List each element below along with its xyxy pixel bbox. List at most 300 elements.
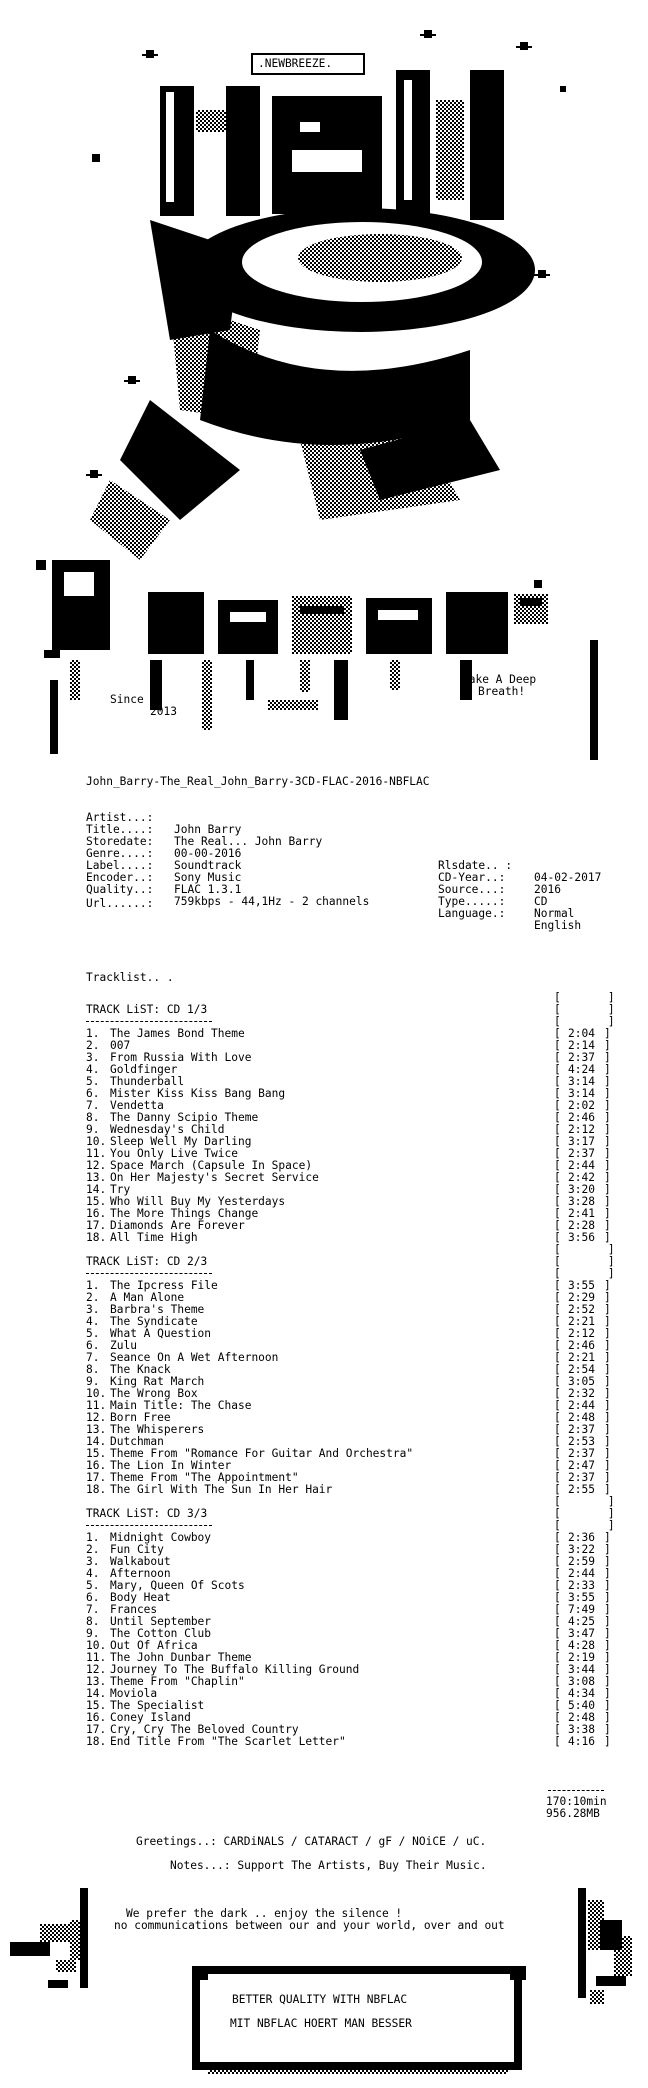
bracket-open: [ — [554, 1135, 561, 1148]
info-key: Storedate: — [86, 835, 154, 848]
info-value: The Real... John Barry — [174, 835, 323, 848]
bracket-decor: [ ] — [554, 1495, 615, 1508]
bracket-open: [ — [554, 1087, 561, 1100]
brand-tag: .NEWBREEZE. — [258, 57, 333, 70]
bracket-close: ] — [604, 1027, 611, 1040]
track-title: Until September — [110, 1615, 212, 1628]
track-title: Body Heat — [110, 1591, 171, 1604]
track-title: The John Dunbar Theme — [110, 1651, 252, 1664]
bracket-close: ] — [604, 1219, 611, 1232]
bracket-close: ] — [604, 1075, 611, 1088]
bracket-decor: [ ] — [554, 1267, 615, 1280]
bracket-close: ] — [604, 1315, 611, 1328]
bracket-close: ] — [604, 1363, 611, 1376]
track-number: 6. — [86, 1087, 107, 1100]
track-number: 16. — [86, 1459, 107, 1472]
track-title: The James Bond Theme — [110, 1027, 245, 1040]
track-number: 18. — [86, 1735, 107, 1748]
track-duration: 2:37 — [568, 1423, 595, 1436]
info-key: Label....: — [86, 859, 154, 872]
track-title: The Cotton Club — [110, 1627, 212, 1640]
track-number: 4. — [86, 1567, 107, 1580]
track-number: 9. — [86, 1375, 107, 1388]
track-duration: 7:49 — [568, 1603, 595, 1616]
track-duration: 3:55 — [568, 1591, 595, 1604]
bracket-close: ] — [604, 1423, 611, 1436]
track-number: 13. — [86, 1423, 107, 1436]
track-number: 3. — [86, 1555, 107, 1568]
bracket-open: [ — [554, 1555, 561, 1568]
info-key: Artist...: — [86, 811, 154, 824]
bracket-close: ] — [604, 1567, 611, 1580]
bracket-open: [ — [554, 1531, 561, 1544]
track-row — [0, 1484, 648, 1496]
track-duration: 3:22 — [568, 1543, 595, 1556]
bracket-close: ] — [604, 1111, 611, 1124]
track-duration: 2:37 — [568, 1051, 595, 1064]
dark-line-1: We prefer the dark .. enjoy the silence ! — [126, 1907, 403, 1920]
track-number: 2. — [86, 1291, 107, 1304]
track-title: Vendetta — [110, 1099, 164, 1112]
bracket-close: ] — [604, 1303, 611, 1316]
release-name: John_Barry-The_Real_John_Barry-3CD-FLAC-2016-NBFLAC — [86, 775, 430, 788]
bracket-open: [ — [554, 1315, 561, 1328]
bracket-close: ] — [604, 1123, 611, 1136]
track-duration: 3:14 — [568, 1075, 595, 1088]
bracket-close: ] — [604, 1159, 611, 1172]
info-key: Title....: — [86, 823, 154, 836]
bracket-close: ] — [604, 1447, 611, 1460]
bracket-open: [ — [554, 1399, 561, 1412]
bracket-close: ] — [604, 1531, 611, 1544]
track-title: The More Things Change — [110, 1207, 259, 1220]
track-duration: 3:28 — [568, 1195, 595, 1208]
track-number: 12. — [86, 1663, 107, 1676]
bracket-open: [ — [554, 1231, 561, 1244]
bracket-open: [ — [554, 1615, 561, 1628]
track-number: 15. — [86, 1195, 107, 1208]
track-title: Diamonds Are Forever — [110, 1219, 245, 1232]
bracket-open: [ — [554, 1123, 561, 1136]
track-duration: 3:17 — [568, 1135, 595, 1148]
track-number: 17. — [86, 1471, 107, 1484]
track-number: 17. — [86, 1219, 107, 1232]
bracket-close: ] — [604, 1483, 611, 1496]
track-title: Mister Kiss Kiss Bang Bang — [110, 1087, 286, 1100]
track-row — [0, 1736, 648, 1748]
bracket-close: ] — [604, 1087, 611, 1100]
bracket-open: [ — [554, 1063, 561, 1076]
bracket-decor: [ ] — [554, 1243, 615, 1256]
bracket-open: [ — [554, 1039, 561, 1052]
track-duration: 2:37 — [568, 1471, 595, 1484]
notes-line: Notes...: Support The Artists, Buy Their Music. — [170, 1859, 487, 1872]
track-title: You Only Live Twice — [110, 1147, 238, 1160]
header-artwork — [0, 0, 648, 760]
track-title: The Knack — [110, 1363, 171, 1376]
track-number: 5. — [86, 1579, 107, 1592]
track-number: 6. — [86, 1591, 107, 1604]
bracket-close: ] — [604, 1615, 611, 1628]
info-key: Genre....: — [86, 847, 154, 860]
track-title: Out Of Africa — [110, 1639, 198, 1652]
track-number: 7. — [86, 1603, 107, 1616]
since-label: Since — [110, 693, 144, 706]
bracket-open: [ — [554, 1195, 561, 1208]
track-number: 6. — [86, 1339, 107, 1352]
bracket-open: [ — [554, 1651, 561, 1664]
bracket-close: ] — [604, 1399, 611, 1412]
track-duration: 2:21 — [568, 1315, 595, 1328]
bracket-close: ] — [604, 1675, 611, 1688]
track-number: 13. — [86, 1171, 107, 1184]
bracket-open: [ — [554, 1339, 561, 1352]
track-duration: 2:54 — [568, 1363, 595, 1376]
track-row — [0, 1232, 648, 1244]
bracket-close: ] — [604, 1195, 611, 1208]
bracket-open: [ — [554, 1603, 561, 1616]
underline-rule — [86, 1273, 212, 1274]
bracket-decor: [ ] — [554, 1507, 615, 1520]
track-title: Who Will Buy My Yesterdays — [110, 1195, 286, 1208]
track-number: 10. — [86, 1135, 107, 1148]
track-duration: 3:38 — [568, 1723, 595, 1736]
track-title: Wednesday's Child — [110, 1123, 225, 1136]
bracket-open: [ — [554, 1639, 561, 1652]
bracket-close: ] — [604, 1735, 611, 1748]
track-title: Born Free — [110, 1411, 171, 1424]
bracket-close: ] — [604, 1279, 611, 1292]
track-duration: 2:48 — [568, 1411, 595, 1424]
track-title: Coney Island — [110, 1711, 191, 1724]
track-number: 8. — [86, 1615, 107, 1628]
bracket-open: [ — [554, 1627, 561, 1640]
track-title: Theme From "Romance For Guitar And Orchestra" — [110, 1447, 414, 1460]
bracket-close: ] — [604, 1663, 611, 1676]
track-number: 7. — [86, 1351, 107, 1364]
bracket-close: ] — [604, 1687, 611, 1700]
track-title: Thunderball — [110, 1075, 185, 1088]
track-title: The Danny Scipio Theme — [110, 1111, 259, 1124]
track-number: 10. — [86, 1387, 107, 1400]
track-title: Afternoon — [110, 1567, 171, 1580]
track-duration: 2:33 — [568, 1579, 595, 1592]
track-duration: 4:34 — [568, 1687, 595, 1700]
footer-artwork — [0, 1880, 648, 2088]
track-title: Dutchman — [110, 1435, 164, 1448]
track-title: Try — [110, 1183, 131, 1196]
track-number: 5. — [86, 1075, 107, 1088]
bracket-open: [ — [554, 1543, 561, 1556]
dark-line-2: no communications between our and your world, over and out — [114, 1919, 505, 1932]
bracket-open: [ — [554, 1699, 561, 1712]
bracket-open: [ — [554, 1327, 561, 1340]
track-number: 16. — [86, 1207, 107, 1220]
track-title: Goldfinger — [110, 1063, 178, 1076]
bracket-close: ] — [604, 1639, 611, 1652]
track-title: Cry, Cry The Beloved Country — [110, 1723, 299, 1736]
bracket-open: [ — [554, 1099, 561, 1112]
track-duration: 4:24 — [568, 1063, 595, 1076]
track-duration: 3:47 — [568, 1627, 595, 1640]
bracket-open: [ — [554, 1111, 561, 1124]
bracket-close: ] — [604, 1603, 611, 1616]
bracket-open: [ — [554, 1207, 561, 1220]
bracket-close: ] — [604, 1579, 611, 1592]
bracket-close: ] — [604, 1207, 611, 1220]
bracket-close: ] — [604, 1183, 611, 1196]
bracket-close: ] — [604, 1339, 611, 1352]
bracket-decor: [ ] — [554, 1519, 615, 1532]
tracklist-heading: Tracklist.. . — [86, 971, 174, 984]
track-title: Barbra's Theme — [110, 1303, 205, 1316]
track-number: 5. — [86, 1327, 107, 1340]
track-number: 1. — [86, 1279, 107, 1292]
info-key: Quality..: — [86, 883, 154, 896]
track-number: 2. — [86, 1543, 107, 1556]
track-duration: 2:44 — [568, 1399, 595, 1412]
bracket-open: [ — [554, 1375, 561, 1388]
tracklist — [0, 992, 648, 1792]
track-title: Midnight Cowboy — [110, 1531, 212, 1544]
info-value: Soundtrack — [174, 859, 242, 872]
bracket-close: ] — [604, 1039, 611, 1052]
bracket-close: ] — [604, 1387, 611, 1400]
logo-breeze-letters — [36, 560, 548, 658]
info-value: 2016 — [534, 883, 561, 896]
track-duration: 2:47 — [568, 1459, 595, 1472]
bracket-open: [ — [554, 1159, 561, 1172]
bracket-close: ] — [604, 1063, 611, 1076]
track-duration: 2:44 — [568, 1159, 595, 1172]
track-title: What A Question — [110, 1327, 212, 1340]
bracket-close: ] — [604, 1351, 611, 1364]
bracket-decor: [ ] — [554, 1015, 615, 1028]
track-title: Frances — [110, 1603, 158, 1616]
info-key: Encoder..: — [86, 871, 154, 884]
track-duration: 2:37 — [568, 1447, 595, 1460]
bracket-close: ] — [604, 1147, 611, 1160]
url-label: Url......: — [86, 897, 154, 910]
bracket-open: [ — [554, 1435, 561, 1448]
track-title: King Rat March — [110, 1375, 205, 1388]
track-title: On Her Majesty's Secret Service — [110, 1171, 319, 1184]
info-value: 00-00-2016 — [174, 847, 242, 860]
track-duration: 2:59 — [568, 1555, 595, 1568]
logo-new-letters — [160, 70, 504, 220]
track-number: 3. — [86, 1051, 107, 1064]
track-title: The Whisperers — [110, 1423, 205, 1436]
track-duration: 4:25 — [568, 1615, 595, 1628]
total-time: 170:10min — [546, 1795, 607, 1808]
track-duration: 2:55 — [568, 1483, 595, 1496]
track-number: 14. — [86, 1687, 107, 1700]
bracket-open: [ — [554, 1591, 561, 1604]
track-duration: 2:44 — [568, 1567, 595, 1580]
bracket-open: [ — [554, 1675, 561, 1688]
track-title: Theme From "The Appointment" — [110, 1471, 299, 1484]
tagline-line-2: Breath! — [478, 685, 526, 698]
disc-title: TRACK LiST: CD 1/3 — [86, 1003, 208, 1016]
track-number: 9. — [86, 1627, 107, 1640]
track-duration: 2:21 — [568, 1351, 595, 1364]
bracket-open: [ — [554, 1363, 561, 1376]
track-number: 15. — [86, 1699, 107, 1712]
bracket-close: ] — [604, 1135, 611, 1148]
info-value: 04-02-2017 — [534, 871, 602, 884]
track-number: 8. — [86, 1363, 107, 1376]
track-number: 7. — [86, 1099, 107, 1112]
bracket-open: [ — [554, 1687, 561, 1700]
track-title: The Wrong Box — [110, 1387, 198, 1400]
track-number: 1. — [86, 1027, 107, 1040]
track-title: Moviola — [110, 1687, 158, 1700]
bracket-open: [ — [554, 1279, 561, 1292]
bracket-open: [ — [554, 1483, 561, 1496]
bracket-decor: [ ] — [554, 991, 615, 1004]
info-value: CD — [534, 895, 548, 908]
track-number: 9. — [86, 1123, 107, 1136]
track-duration: 2:12 — [568, 1123, 595, 1136]
bracket-close: ] — [604, 1231, 611, 1244]
info-key: Language.: — [438, 907, 506, 920]
info-key: Rlsdate.. : — [438, 859, 513, 872]
track-number: 11. — [86, 1147, 107, 1160]
track-duration: 2:12 — [568, 1327, 595, 1340]
bracket-close: ] — [604, 1411, 611, 1424]
track-number: 18. — [86, 1231, 107, 1244]
bracket-open: [ — [554, 1027, 561, 1040]
track-duration: 3:05 — [568, 1375, 595, 1388]
track-duration: 3:55 — [568, 1279, 595, 1292]
track-number: 4. — [86, 1063, 107, 1076]
bracket-close: ] — [604, 1555, 611, 1568]
track-duration: 3:20 — [568, 1183, 595, 1196]
bracket-close: ] — [604, 1627, 611, 1640]
track-title: Zulu — [110, 1339, 137, 1352]
track-duration: 2:52 — [568, 1303, 595, 1316]
track-number: 12. — [86, 1159, 107, 1172]
track-number: 11. — [86, 1651, 107, 1664]
totals-separator — [548, 1790, 604, 1791]
track-duration: 2:19 — [568, 1651, 595, 1664]
info-key: Type.....: — [438, 895, 506, 908]
track-title: Mary, Queen Of Scots — [110, 1579, 245, 1592]
bracket-close: ] — [604, 1327, 611, 1340]
track-duration: 3:56 — [568, 1231, 595, 1244]
track-duration: 2:37 — [568, 1147, 595, 1160]
bracket-open: [ — [554, 1735, 561, 1748]
bracket-open: [ — [554, 1051, 561, 1064]
box-line-2: MIT NBFLAC HOERT MAN BESSER — [230, 2017, 412, 2030]
info-value: 759kbps - 44,1Hz - 2 channels — [174, 895, 370, 908]
track-duration: 2:04 — [568, 1027, 595, 1040]
track-number: 8. — [86, 1111, 107, 1124]
track-number: 10. — [86, 1639, 107, 1652]
track-number: 14. — [86, 1435, 107, 1448]
track-title: Space March (Capsule In Space) — [110, 1159, 313, 1172]
track-title: Fun City — [110, 1543, 164, 1556]
track-title: The Ipcress File — [110, 1279, 218, 1292]
track-duration: 3:14 — [568, 1087, 595, 1100]
disc-title-row — [0, 1256, 648, 1268]
info-value: FLAC 1.3.1 — [174, 883, 242, 896]
track-duration: 2:28 — [568, 1219, 595, 1232]
track-duration: 2:46 — [568, 1339, 595, 1352]
bracket-decor: [ ] — [554, 1003, 615, 1016]
info-value: English — [534, 919, 582, 932]
total-size: 956.28MB — [546, 1807, 600, 1820]
bracket-open: [ — [554, 1579, 561, 1592]
bracket-close: ] — [604, 1099, 611, 1112]
bracket-open: [ — [554, 1387, 561, 1400]
tagline-line-1: Take A Deep — [462, 673, 537, 686]
bracket-open: [ — [554, 1291, 561, 1304]
track-number: 3. — [86, 1303, 107, 1316]
track-duration: 2:32 — [568, 1387, 595, 1400]
track-number: 12. — [86, 1411, 107, 1424]
since-year: 2013 — [150, 705, 177, 718]
info-value: Normal — [534, 907, 575, 920]
track-title: The Lion In Winter — [110, 1459, 232, 1472]
track-duration: 2:41 — [568, 1207, 595, 1220]
track-duration: 2:53 — [568, 1435, 595, 1448]
track-number: 4. — [86, 1315, 107, 1328]
info-value: John Barry — [174, 823, 242, 836]
info-key: CD-Year..: — [438, 871, 506, 884]
info-key: Source...: — [438, 883, 506, 896]
track-duration: 2:48 — [568, 1711, 595, 1724]
track-duration: 3:08 — [568, 1675, 595, 1688]
bracket-close: ] — [604, 1051, 611, 1064]
bracket-close: ] — [604, 1723, 611, 1736]
bracket-open: [ — [554, 1147, 561, 1160]
bracket-close: ] — [604, 1591, 611, 1604]
track-number: 14. — [86, 1183, 107, 1196]
bracket-close: ] — [604, 1471, 611, 1484]
info-value: Sony Music — [174, 871, 242, 884]
track-duration: 5:40 — [568, 1699, 595, 1712]
disc-title: TRACK LiST: CD 2/3 — [86, 1255, 208, 1268]
track-title: Theme From "Chaplin" — [110, 1675, 245, 1688]
bracket-open: [ — [554, 1351, 561, 1364]
track-duration: 2:14 — [568, 1039, 595, 1052]
track-number: 13. — [86, 1675, 107, 1688]
disc-title-row — [0, 1004, 648, 1016]
bracket-close: ] — [604, 1291, 611, 1304]
bracket-close: ] — [604, 1711, 611, 1724]
bracket-open: [ — [554, 1447, 561, 1460]
bracket-close: ] — [604, 1699, 611, 1712]
track-title: A Man Alone — [110, 1291, 185, 1304]
bracket-open: [ — [554, 1459, 561, 1472]
greetings-line: Greetings..: CARDiNALS / CATARACT / gF / NOiCE / uC. — [136, 1835, 487, 1848]
track-title: End Title From "The Scarlet Letter" — [110, 1735, 346, 1748]
track-number: 17. — [86, 1723, 107, 1736]
bracket-open: [ — [554, 1183, 561, 1196]
underline-rule — [86, 1525, 212, 1526]
bracket-open: [ — [554, 1723, 561, 1736]
disc-title: TRACK LiST: CD 3/3 — [86, 1507, 208, 1520]
track-number: 15. — [86, 1447, 107, 1460]
track-duration: 2:02 — [568, 1099, 595, 1112]
disc-title-row — [0, 1508, 648, 1520]
track-number: 1. — [86, 1531, 107, 1544]
track-number: 18. — [86, 1483, 107, 1496]
box-line-1: BETTER QUALITY WITH NBFLAC — [232, 1993, 408, 2006]
track-duration: 2:36 — [568, 1531, 595, 1544]
bracket-close: ] — [604, 1651, 611, 1664]
